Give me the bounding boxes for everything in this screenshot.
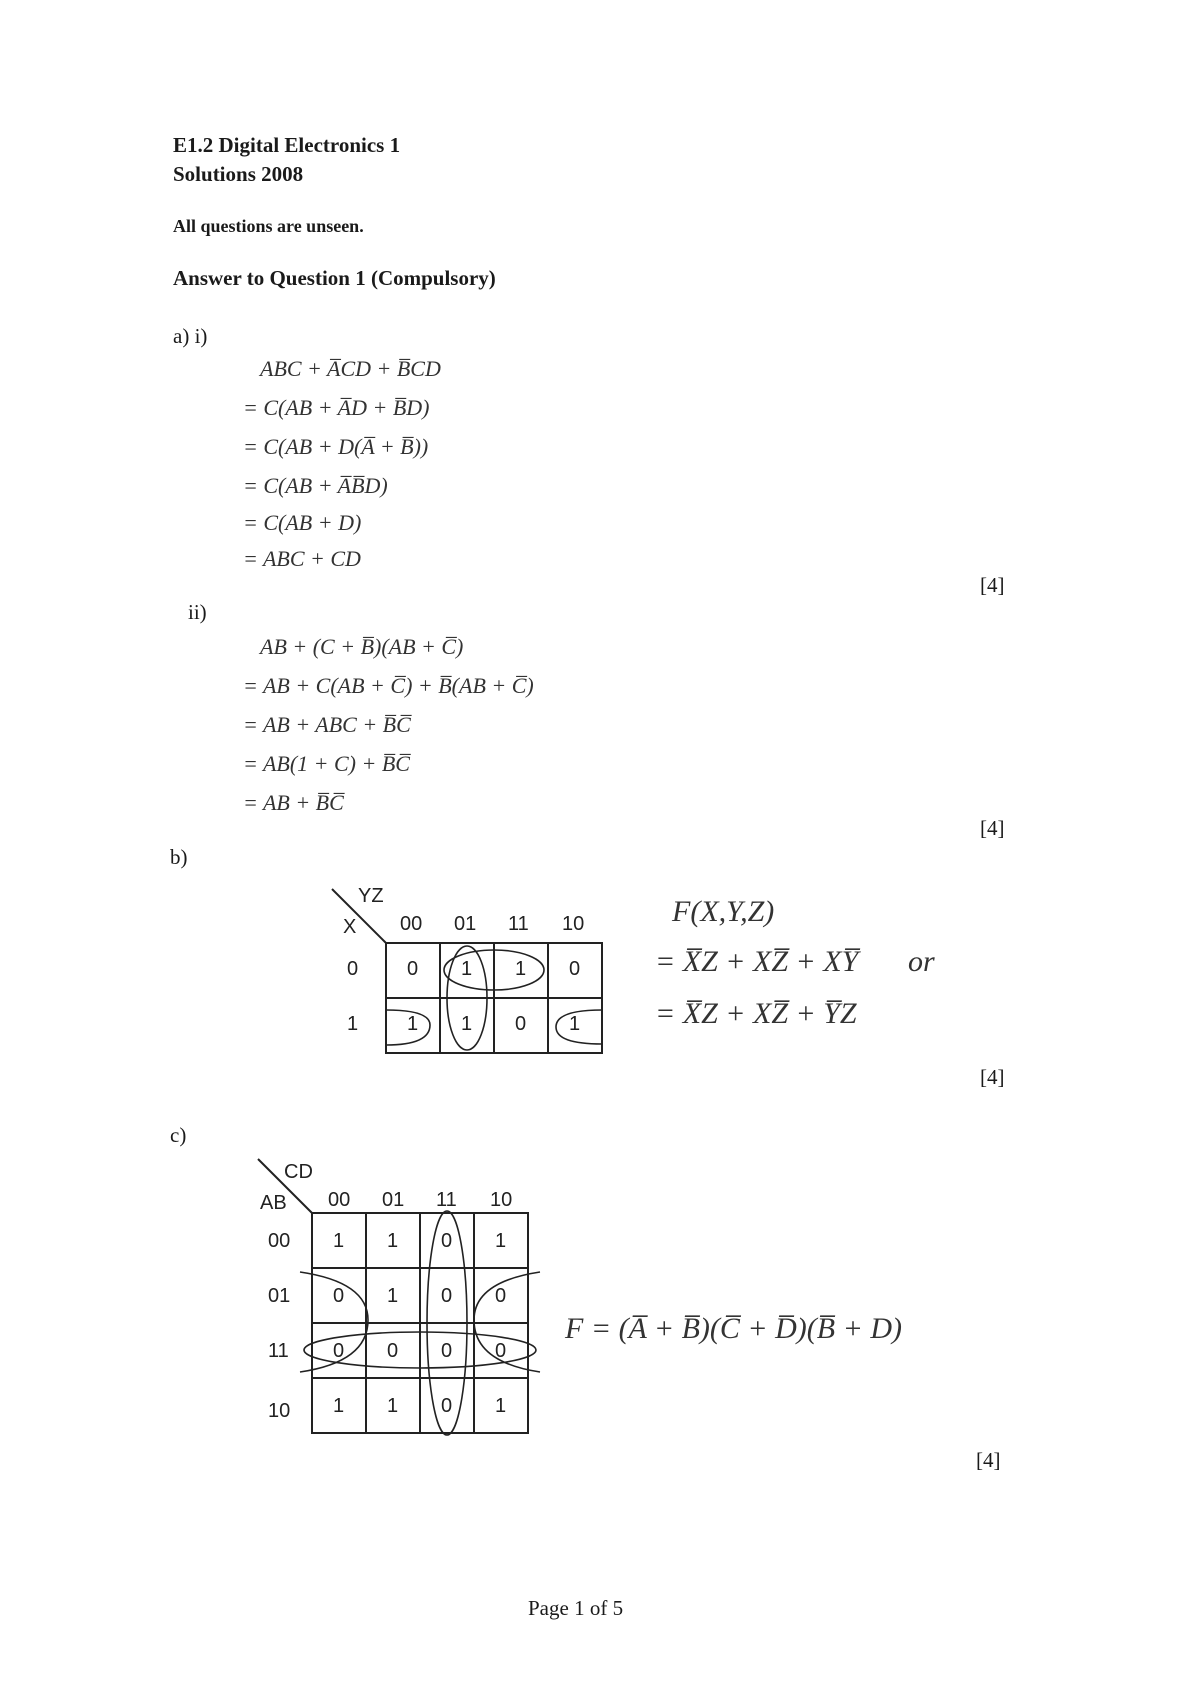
- b-equation-2: = X̅Z + XZ̅ + Y̅Z: [655, 997, 857, 1030]
- kmap-c-cell: 1: [333, 1230, 345, 1252]
- kmap-b-cell: 0: [569, 958, 581, 980]
- kmap-c-cell: 1: [387, 1395, 399, 1417]
- a-i-line-2: = C(AB + A̅D + B̅D): [243, 395, 430, 420]
- kmap-c-cell: 0: [441, 1285, 453, 1307]
- kmap-b-cell: 1: [515, 958, 527, 980]
- kmap-c-cell: 0: [387, 1340, 399, 1362]
- part-a-ii-label: ii): [188, 600, 207, 624]
- kmap-b-cell: 0: [407, 958, 419, 980]
- a-ii-line-1: AB + (C + B̅)(AB + C̅): [260, 634, 464, 659]
- a-ii-line-3: = AB + ABC + B̅C̅: [243, 712, 411, 737]
- a-ii-marks: [4]: [980, 816, 1005, 840]
- kmap-b-cell: 0: [515, 1013, 527, 1035]
- kmap-c-cell: 1: [495, 1395, 507, 1417]
- kmap-c-row-var: AB: [260, 1192, 287, 1214]
- kmap-c-col-2: 11: [436, 1189, 457, 1211]
- kmap-c-row-0: 00: [268, 1230, 291, 1252]
- part-a-i-label: a) i): [173, 324, 208, 348]
- document-title: E1.2 Digital Electronics 1: [173, 133, 401, 157]
- a-i-line-4: = C(AB + A̅B̅D): [243, 473, 388, 498]
- b-marks: [4]: [980, 1065, 1005, 1089]
- a-ii-line-5: = AB + B̅C̅: [243, 790, 344, 815]
- part-b-label: b): [170, 845, 188, 869]
- unseen-note: All questions are unseen.: [173, 216, 364, 236]
- kmap-c-col-var: CD: [284, 1161, 313, 1183]
- kmap-b-cell: 1: [569, 1013, 581, 1035]
- kmap-c-cell: 1: [387, 1285, 399, 1307]
- question-heading: Answer to Question 1 (Compulsory): [173, 266, 496, 290]
- kmap-b-cell: 1: [407, 1013, 419, 1035]
- kmap-b-row-0: 0: [347, 958, 359, 980]
- kmap-b-cell: 1: [461, 958, 473, 980]
- a-i-line-6: = ABC + CD: [243, 546, 361, 571]
- kmap-c-col-1: 01: [382, 1189, 405, 1211]
- kmap-b-col-3: 10: [562, 913, 585, 935]
- a-ii-line-4: = AB(1 + C) + B̅C̅: [243, 751, 410, 776]
- a-i-marks: [4]: [980, 573, 1005, 597]
- kmap-c-col-0: 00: [328, 1189, 351, 1211]
- kmap-c-row-2: 11: [268, 1340, 289, 1362]
- kmap-c-col-3: 10: [490, 1189, 513, 1211]
- kmap-b-cell: 1: [461, 1013, 473, 1035]
- kmap-c-cell: 1: [387, 1230, 399, 1252]
- c-equation: F = (A̅ + B̅)(C̅ + D̅)(B̅ + D): [565, 1312, 903, 1345]
- kmap-c-cell: 1: [495, 1230, 507, 1252]
- kmap-c-cell: 0: [333, 1340, 345, 1362]
- kmap-c-cell: 0: [441, 1230, 453, 1252]
- kmap-c-cell: 0: [441, 1340, 453, 1362]
- b-or: or: [908, 945, 935, 978]
- b-equation-1: = X̅Z + XZ̅ + XY̅: [655, 945, 859, 978]
- kmap-b-col-2: 11: [508, 913, 529, 935]
- kmap-c-cell: 0: [333, 1285, 345, 1307]
- part-c-label: c): [170, 1123, 187, 1147]
- kmap-c-cell: 0: [495, 1340, 507, 1362]
- document-subtitle: Solutions 2008: [173, 162, 304, 186]
- kmap-b-col-0: 00: [400, 913, 423, 935]
- a-i-line-5: = C(AB + D): [243, 510, 362, 535]
- kmap-b-col-var: YZ: [358, 885, 384, 907]
- kmap-c-cell: 0: [495, 1285, 507, 1307]
- kmap-b-row-1: 1: [347, 1013, 359, 1035]
- kmap-b-row-var: X: [343, 916, 357, 938]
- a-ii-line-2: = AB + C(AB + C̅) + B̅(AB + C̅): [243, 673, 534, 698]
- kmap-c-row-3: 10: [268, 1400, 291, 1422]
- a-i-line-3: = C(AB + D(A̅ + B̅)): [243, 434, 429, 459]
- kmap-c-cell: 0: [441, 1395, 453, 1417]
- page-number: Page 1 of 5: [528, 1596, 624, 1620]
- kmap-c-cell: 1: [333, 1395, 345, 1417]
- b-function: F(X,Y,Z): [672, 895, 775, 928]
- a-i-line-1: ABC + A̅CD + B̅CD: [260, 356, 441, 381]
- c-marks: [4]: [976, 1448, 1001, 1472]
- kmap-c-row-1: 01: [268, 1285, 291, 1307]
- kmap-b-col-1: 01: [454, 913, 477, 935]
